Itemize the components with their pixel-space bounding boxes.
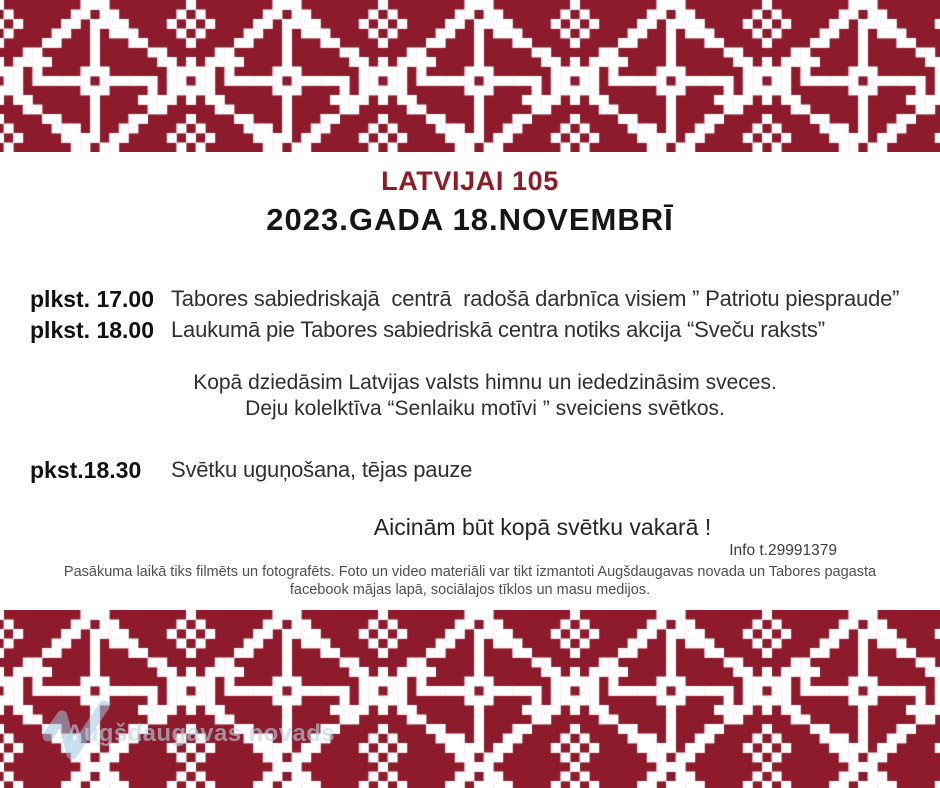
schedule-time: plkst. 18.00 bbox=[30, 317, 155, 343]
program-note-line: Deju kolelktīva “Senlaiku motīvi ” sveiciens svētkos. bbox=[245, 397, 725, 420]
schedule-time: plkst. 17.00 bbox=[30, 286, 155, 312]
schedule-desc: Laukumā pie Tabores sabiedriskā centra notiks akcija “Sveču raksts” bbox=[171, 317, 825, 342]
poster-date: 2023.GADA 18.NOVEMBRĪ bbox=[266, 202, 674, 237]
invitation-line: Aicinām būt kopā svētku vakarā ! bbox=[373, 514, 712, 540]
schedule-time: pkst.18.30 bbox=[30, 457, 142, 483]
poster-title: LATVIJAI 105 bbox=[381, 166, 559, 196]
program-note-line: Kopā dziedāsim Latvijas valsts himnu un iededzināsim sveces. bbox=[193, 371, 777, 394]
ethnographic-pattern-band-bottom bbox=[0, 610, 940, 788]
schedule-desc: Svētku uguņošana, tējas pauze bbox=[171, 457, 473, 482]
schedule-desc: Tabores sabiedriskajā centrā radošā darbnīca visiem ” Patriotu piespraude” bbox=[171, 286, 900, 311]
contact-info: Info t.29991379 bbox=[729, 542, 837, 559]
ethnographic-pattern-band-top bbox=[0, 0, 940, 152]
watermark-label: Augšdaugavas novads bbox=[66, 720, 336, 747]
disclaimer-text: Pasākuma laikā tiks filmēts un fotografēts. Foto un video materiāli var tikt izmantoti Augšdaugavas novada un Tabores pagasta facebook mājas lapā, sociālajos tīklos un masu medijos. bbox=[63, 564, 877, 598]
poster-content bbox=[0, 152, 940, 610]
program-notes bbox=[30, 370, 940, 422]
